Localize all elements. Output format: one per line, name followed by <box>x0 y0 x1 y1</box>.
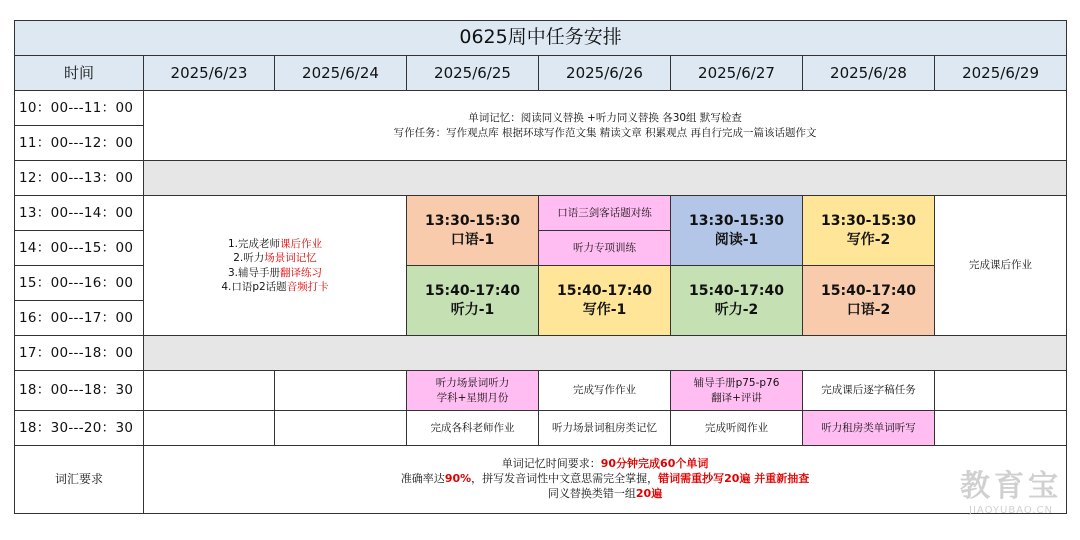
time-slot: 18：30---20：30 <box>15 411 144 446</box>
schedule-sheet <box>14 20 1066 514</box>
session-cell: 15:40-17:40 写作-1 <box>539 266 671 336</box>
empty-cell <box>144 411 275 446</box>
date-header: 2025/6/26 <box>539 56 671 91</box>
morning-line-1: 单词记忆：阅读同义替换 +听力同义替换 各30组 默写检查 <box>468 112 742 125</box>
session-cell: 13:30-15:30 阅读-1 <box>671 196 803 266</box>
empty-cell <box>935 371 1067 411</box>
time-slot: 10：00---11：00 <box>15 91 144 126</box>
evening-task-cell: 完成各科老师作业 <box>407 411 539 446</box>
time-slot: 16：00---17：00 <box>15 301 144 336</box>
evening-task-cell: 完成课后逐字稿任务 <box>803 371 935 411</box>
evening-task-cell: 完成写作作业 <box>539 371 671 411</box>
session-cell: 听力专项训练 <box>539 231 671 266</box>
session-cell: 15:40-17:40 听力-2 <box>671 266 803 336</box>
vocab-requirement-cell <box>144 446 1067 514</box>
date-header: 2025/6/28 <box>803 56 935 91</box>
evening-task-cell: 听力场景词租房类记忆 <box>539 411 671 446</box>
session-cell: 15:40-17:40 听力-1 <box>407 266 539 336</box>
evening-task-cell: 完成听阅作业 <box>671 411 803 446</box>
time-header: 时间 <box>15 56 144 91</box>
date-header: 2025/6/24 <box>275 56 407 91</box>
time-slot: 17：00---18：00 <box>15 336 144 371</box>
task-item: 2.听力场景词记忆 <box>233 252 317 265</box>
watermark-logo: 教育宝 JIAOYUBAO.CN <box>960 469 1062 516</box>
time-slot: 14：00---15：00 <box>15 231 144 266</box>
sunday-task-cell: 完成课后作业 <box>935 196 1067 336</box>
header-row <box>15 56 1067 91</box>
morning-line-2: 写作任务：写作观点库 根据环球写作范文集 精读文章 积累观点 再自行完成一篇该话题作文 <box>393 126 817 139</box>
time-slot: 18：00---18：30 <box>15 371 144 411</box>
early-week-tasks-cell <box>144 196 407 336</box>
sheet-title: 0625周中任务安排 <box>15 21 1067 56</box>
date-header: 2025/6/23 <box>144 56 275 91</box>
task-item: 3.辅导手册翻译练习 <box>227 266 323 279</box>
vocab-line-1: 单词记忆时间要求：90分钟完成60个单词 <box>501 457 709 471</box>
date-header: 2025/6/29 <box>935 56 1067 91</box>
vocab-line-2: 准确率达90%，拼写发音词性中文意思需完全掌握，错词需重抄写20遍 并重新抽查 <box>400 472 810 486</box>
time-slot: 15：00---16：00 <box>15 266 144 301</box>
empty-cell <box>144 371 275 411</box>
evening-task-cell: 听力场景词听力 学科+星期月份 <box>407 371 539 411</box>
time-slot: 11：00---12：00 <box>15 126 144 161</box>
vocab-requirement-label: 词汇要求 <box>15 446 144 514</box>
schedule-table <box>14 20 1067 514</box>
morning-tasks-cell <box>144 91 1067 161</box>
time-slot: 12：00---13：00 <box>15 161 144 196</box>
empty-cell <box>275 371 407 411</box>
time-slot: 13：00---14：00 <box>15 196 144 231</box>
session-cell: 13:30-15:30 口语-1 <box>407 196 539 266</box>
date-header: 2025/6/27 <box>671 56 803 91</box>
task-item: 1.完成老师课后作业 <box>227 238 323 251</box>
evening-task-cell: 辅导手册p75-p76 翻译+评讲 <box>671 371 803 411</box>
task-item: 4.口语p2话题音频打卡 <box>221 280 329 293</box>
evening-task-cell: 听力租房类单词听写 <box>803 411 935 446</box>
date-header: 2025/6/25 <box>407 56 539 91</box>
lunch-break-cell <box>144 161 1067 196</box>
empty-cell <box>275 411 407 446</box>
empty-cell <box>935 411 1067 446</box>
session-cell: 13:30-15:30 写作-2 <box>803 196 935 266</box>
session-cell: 口语三剑客话题对练 <box>539 196 671 231</box>
session-cell: 15:40-17:40 口语-2 <box>803 266 935 336</box>
dinner-break-cell <box>144 336 1067 371</box>
vocab-line-3: 同义替换类错一组20遍 <box>547 486 663 500</box>
